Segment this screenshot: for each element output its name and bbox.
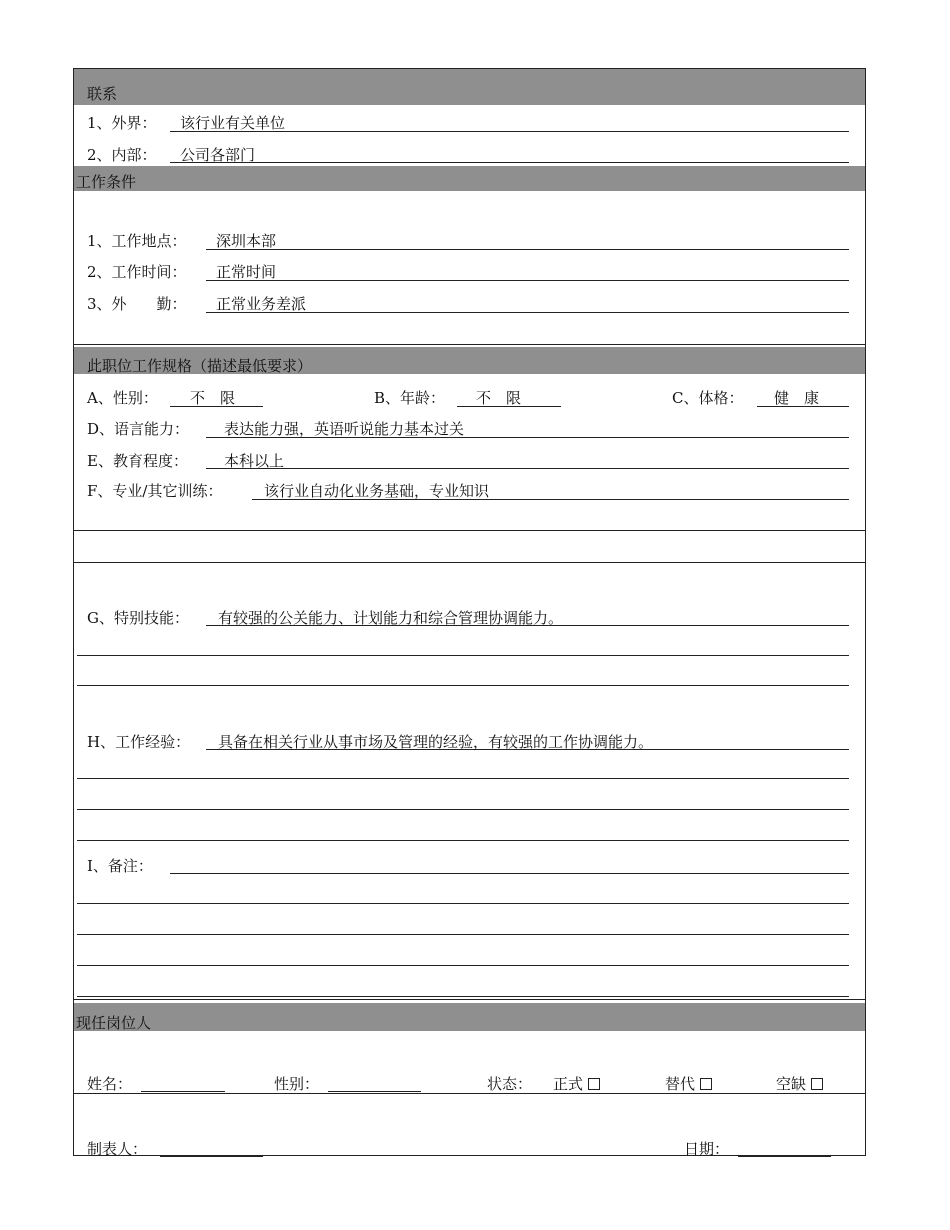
experience-value: 具备在相关行业从事市场及管理的经验，有较强的工作协调能力。 bbox=[218, 733, 654, 751]
travel-line[interactable] bbox=[206, 312, 849, 313]
work-time-line[interactable] bbox=[206, 280, 849, 281]
divider bbox=[74, 562, 865, 563]
external-contact-line[interactable] bbox=[170, 131, 849, 132]
status-formal-checkbox[interactable] bbox=[588, 1078, 600, 1090]
contacts-header bbox=[74, 69, 865, 105]
skills-label: G、特别技能： bbox=[87, 609, 189, 627]
age-label: B、年龄： bbox=[374, 389, 446, 407]
date-label: 日期： bbox=[684, 1140, 730, 1158]
status-vacant-option[interactable] bbox=[776, 1075, 823, 1093]
travel-value: 正常业务差派 bbox=[216, 295, 307, 313]
work-time-value: 正常时间 bbox=[216, 263, 277, 281]
incumbent-header-text: 现任岗位人 bbox=[76, 1014, 152, 1032]
status-vacant-label: 空缺 bbox=[776, 1075, 807, 1093]
spec-header bbox=[74, 347, 865, 374]
location-value: 深圳本部 bbox=[216, 232, 277, 250]
experience-line-extra[interactable] bbox=[77, 840, 849, 841]
status-vacant-checkbox[interactable] bbox=[811, 1078, 823, 1090]
remarks-line-extra[interactable] bbox=[77, 903, 849, 904]
remarks-label: I、备注： bbox=[87, 857, 153, 875]
status-formal-label: 正式 bbox=[553, 1075, 584, 1093]
education-label: E、教育程度： bbox=[87, 452, 188, 470]
contacts-header-text: 联系 bbox=[87, 85, 118, 103]
skills-line-extra[interactable] bbox=[77, 655, 849, 656]
travel-label: 3、外 勤： bbox=[87, 295, 187, 313]
internal-contact-line[interactable] bbox=[170, 162, 849, 163]
experience-label: H、工作经验： bbox=[87, 733, 191, 751]
physique-label: C、体格： bbox=[672, 389, 744, 407]
internal-contact-label: 2、内部： bbox=[87, 146, 157, 164]
experience-line-extra[interactable] bbox=[77, 809, 849, 810]
internal-contact-value: 公司各部门 bbox=[180, 146, 256, 164]
gender-line[interactable] bbox=[170, 406, 263, 407]
remarks-line[interactable] bbox=[170, 873, 849, 874]
skills-line-extra[interactable] bbox=[77, 685, 849, 686]
incumbent-gender-label: 性别： bbox=[274, 1075, 320, 1093]
preparer-input[interactable] bbox=[160, 1156, 263, 1157]
skills-value: 有较强的公关能力、计划能力和综合管理协调能力。 bbox=[218, 609, 564, 627]
education-value: 本科以上 bbox=[224, 452, 285, 470]
education-line[interactable] bbox=[206, 468, 849, 469]
training-value: 该行业自动化业务基础，专业知识 bbox=[264, 482, 490, 500]
incumbent-name-input[interactable] bbox=[141, 1091, 225, 1092]
remarks-line-extra[interactable] bbox=[77, 996, 849, 997]
training-line[interactable] bbox=[252, 499, 849, 500]
remarks-line-extra[interactable] bbox=[77, 934, 849, 935]
external-contact-label: 1、外界： bbox=[87, 114, 157, 132]
status-substitute-option[interactable] bbox=[665, 1075, 712, 1093]
age-value: 不 限 bbox=[476, 389, 522, 407]
status-substitute-label: 替代 bbox=[665, 1075, 696, 1093]
spec-header-text: 此职位工作规格（描述最低要求） bbox=[87, 357, 313, 375]
language-value: 表达能力强，英语听说能力基本过关 bbox=[224, 420, 465, 438]
location-line[interactable] bbox=[206, 249, 849, 250]
age-line[interactable] bbox=[457, 406, 561, 407]
physique-value: 健 康 bbox=[774, 389, 820, 407]
job-spec-form bbox=[73, 68, 866, 1156]
incumbent-gender-input[interactable] bbox=[328, 1091, 421, 1092]
external-contact-value: 该行业有关单位 bbox=[180, 114, 286, 132]
divider bbox=[74, 1093, 865, 1094]
incumbent-name-label: 姓名： bbox=[87, 1075, 133, 1093]
experience-line-extra[interactable] bbox=[77, 778, 849, 779]
language-label: D、语言能力： bbox=[87, 420, 190, 438]
conditions-header bbox=[74, 166, 865, 191]
physique-line[interactable] bbox=[757, 406, 849, 407]
status-formal-option[interactable] bbox=[553, 1075, 600, 1093]
divider bbox=[74, 530, 865, 531]
gender-value: 不 限 bbox=[190, 389, 236, 407]
language-line[interactable] bbox=[206, 437, 849, 438]
date-input[interactable] bbox=[738, 1156, 831, 1157]
status-label: 状态： bbox=[487, 1075, 533, 1093]
incumbent-header bbox=[74, 1003, 865, 1031]
gender-label: A、性别： bbox=[87, 389, 158, 407]
preparer-label: 制表人： bbox=[87, 1140, 148, 1158]
remarks-line-extra[interactable] bbox=[77, 965, 849, 966]
work-time-label: 2、工作时间： bbox=[87, 263, 187, 281]
training-label: F、专业/其它训练： bbox=[87, 482, 223, 500]
conditions-header-text: 工作条件 bbox=[76, 173, 137, 191]
experience-line[interactable] bbox=[206, 749, 849, 750]
divider bbox=[74, 999, 865, 1000]
divider bbox=[74, 344, 865, 345]
skills-line[interactable] bbox=[206, 625, 849, 626]
status-substitute-checkbox[interactable] bbox=[700, 1078, 712, 1090]
location-label: 1、工作地点： bbox=[87, 232, 187, 250]
